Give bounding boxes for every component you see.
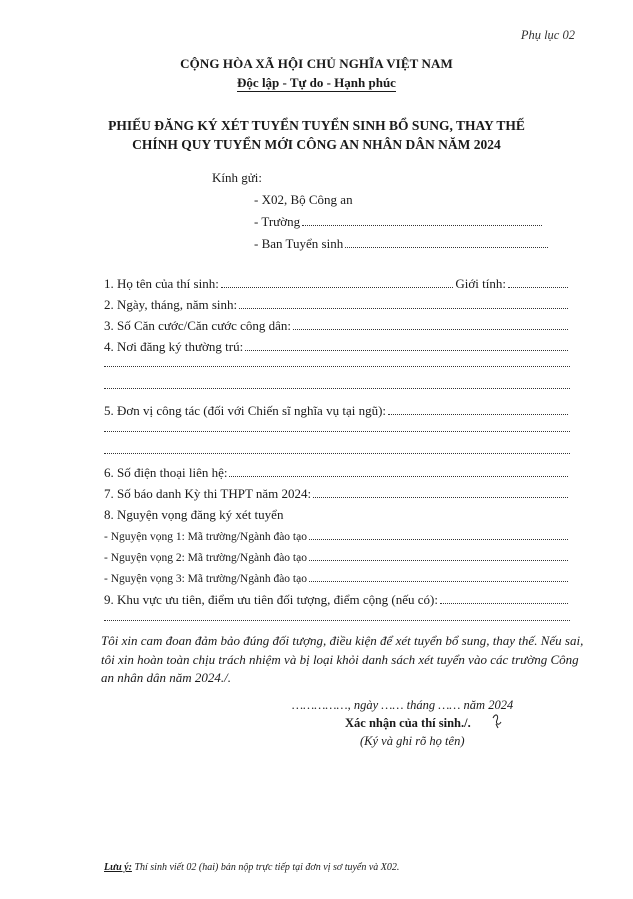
residence-extra-line-1[interactable] xyxy=(104,365,570,367)
national-motto: Độc lập - Tự do - Hạnh phúc xyxy=(237,75,396,90)
field-id-row[interactable] xyxy=(104,318,570,334)
field-phone-label: 6. Số điện thoại liên hệ: xyxy=(104,465,228,480)
field-residence-row[interactable] xyxy=(104,339,570,355)
field-unit-row[interactable] xyxy=(104,403,570,419)
field-exam-id-row[interactable] xyxy=(104,486,570,502)
footnote-text: Thí sinh viết 02 (hai) bản nộp trực tiếp tại đơn vị sơ tuyển và X02. xyxy=(131,862,400,873)
field-wish-2-label: - Nguyện vọng 2: Mã trường/Ngành đào tạo xyxy=(104,552,307,564)
fill-line xyxy=(221,277,454,288)
footnote-label: Lưu ý: xyxy=(104,862,132,873)
priority-extra-line[interactable] xyxy=(104,619,570,621)
appendix-label: Phụ lục 02 xyxy=(520,28,575,42)
fill-line xyxy=(388,404,568,415)
fill-line xyxy=(239,298,568,309)
field-residence-label: 4. Nơi đăng ký thường trú: xyxy=(104,339,244,354)
field-wish-3-row[interactable] xyxy=(104,571,570,585)
residence-extra-line-2[interactable] xyxy=(104,387,570,389)
fill-line xyxy=(309,550,568,561)
fill-line xyxy=(345,237,548,248)
fill-line xyxy=(313,487,568,498)
fill-line xyxy=(229,466,568,477)
fill-line xyxy=(508,277,568,288)
field-wish-1-row[interactable] xyxy=(104,529,570,543)
unit-extra-line-2[interactable] xyxy=(104,452,570,454)
fill-line xyxy=(293,319,568,330)
fill-line xyxy=(309,529,568,540)
field-wish-1-label: - Nguyện vọng 1: Mã trường/Ngành đào tạo xyxy=(104,531,307,543)
field-dob-label: 2. Ngày, tháng, năm sinh: xyxy=(104,297,238,312)
field-priority-row[interactable] xyxy=(104,592,570,608)
field-name-row[interactable] xyxy=(104,276,570,292)
field-gender-label: Giới tính: xyxy=(455,276,506,291)
field-exam-id-label: 7. Số báo danh Kỳ thi THPT năm 2024: xyxy=(104,486,312,501)
field-id-label: 3. Số Căn cước/Căn cước công dân: xyxy=(104,318,292,333)
field-phone-row[interactable] xyxy=(104,465,570,481)
signature-note: (Ký và ghi rõ họ tên) xyxy=(360,734,465,748)
recipient-admissions[interactable]: - Ban Tuyển sinh xyxy=(254,236,550,252)
field-priority-label: 9. Khu vực ưu tiên, điểm ưu tiên đối tượng, điểm cộng (nếu có): xyxy=(104,592,438,607)
fill-line xyxy=(245,340,568,351)
field-dob-row[interactable] xyxy=(104,297,570,313)
fill-line xyxy=(309,571,568,582)
signature-mark xyxy=(490,710,504,730)
field-name-label: 1. Họ tên của thí sinh: xyxy=(104,276,219,291)
recipient-x02: - X02, Bộ Công an xyxy=(254,192,353,207)
field-wish-2-row[interactable] xyxy=(104,550,570,564)
fill-line xyxy=(440,593,568,604)
form-title-line-2: CHÍNH QUY TUYỂN MỚI CÔNG AN NHÂN DÂN NĂM 2024 xyxy=(132,137,501,152)
recipient-greeting: Kính gửi: xyxy=(212,170,263,185)
form-title-line-1: PHIẾU ĐĂNG KÝ XÉT TUYỂN TUYỂN SINH BỔ SUNG, THAY THẾ xyxy=(108,118,525,133)
footnote xyxy=(104,862,399,873)
national-title: CỘNG HÒA XÃ HỘI CHỦ NGHĨA VIỆT NAM xyxy=(180,56,453,71)
recipient-school[interactable]: - Trường xyxy=(254,214,544,230)
field-wish-3-label: - Nguyện vọng 3: Mã trường/Ngành đào tạo xyxy=(104,573,307,585)
unit-extra-line-1[interactable] xyxy=(104,430,570,432)
signature-date: ……………, ngày …… tháng …… năm 2024 xyxy=(292,698,514,712)
field-unit-label: 5. Đơn vị công tác (đối với Chiến sĩ nghĩa vụ tại ngũ): xyxy=(104,403,387,418)
field-wishes-heading: 8. Nguyện vọng đăng ký xét tuyển xyxy=(104,507,284,522)
fill-line xyxy=(302,215,542,226)
signature-title: Xác nhận của thí sinh./. xyxy=(345,716,471,730)
commitment-statement: Tôi xin cam đoan đảm bảo đúng đối tượng, điều kiện để xét tuyển bổ sung, thay thế. Nếu sai, tôi xin hoàn toàn chịu trách nhiệm và bị loại khỏi danh sách xét tuyển vào các trường Công an nhân dân năm 2024./. xyxy=(101,633,584,685)
